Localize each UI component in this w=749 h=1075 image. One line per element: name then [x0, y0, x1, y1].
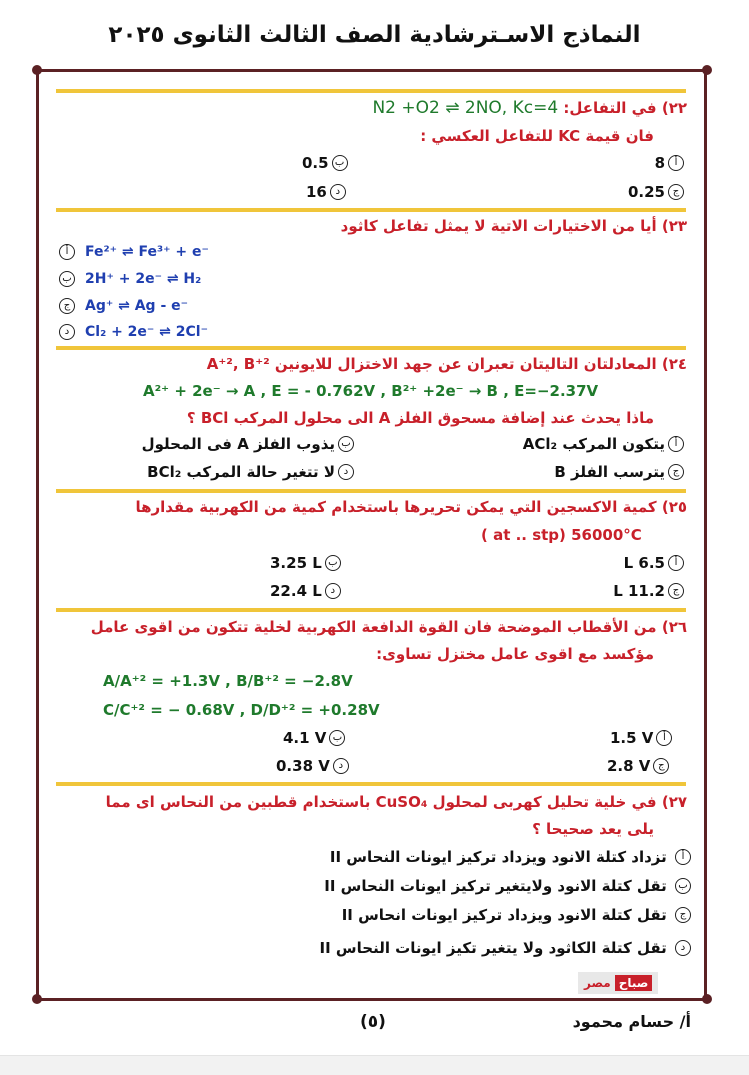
- question-24-line3: ماذا يحدث عند إضافة مسحوق الفلز A الى محلول المركب BCl ؟: [186, 409, 654, 427]
- section-separator: [56, 782, 686, 786]
- option-marker: د: [59, 324, 75, 340]
- option-b[interactable]: 3.25 L ب: [270, 554, 344, 572]
- question-22-line2: فان قيمة KC للتفاعل العكسي :: [420, 127, 654, 145]
- option-c[interactable]: ج يترسب الفلز B: [554, 463, 687, 481]
- frame-corner-dot: [32, 65, 42, 75]
- option-b[interactable]: 0.5 ب: [302, 154, 351, 172]
- question-text: من الأقطاب الموضحة فان القوة الدافعة الكهربية لخلية تتكون من اقوى عامل: [90, 618, 657, 636]
- question-26-line2: مؤكسد مع اقوى عامل مختزل تساوى:: [376, 645, 654, 663]
- option-b[interactable]: ب 2H⁺ + 2e⁻ ⇌ H₂: [56, 271, 201, 287]
- question-text: في خلية تحليل كهربى لمحلول CuSO₄ باستخدام قطبين من النحاس اى مما: [105, 793, 657, 811]
- frame-corner-dot: [702, 65, 712, 75]
- option-a[interactable]: أ يتكون المركب ACl₂: [523, 435, 687, 453]
- option-a[interactable]: أ 6.5 L: [624, 554, 687, 572]
- option-marker: ب: [325, 555, 341, 571]
- option-d[interactable]: 16 د: [306, 183, 349, 201]
- bottom-strip: [0, 1055, 749, 1075]
- option-c[interactable]: ج 11.2 L: [613, 582, 687, 600]
- option-d[interactable]: د لا تتغير حالة المركب BCl₂: [147, 463, 357, 481]
- option-marker: ج: [59, 298, 75, 314]
- question-number: ٢٤): [661, 355, 687, 373]
- question-number: ٢٢): [661, 99, 687, 117]
- option-marker: ب: [59, 271, 75, 287]
- option-c[interactable]: ج 0.25: [628, 183, 687, 201]
- option-marker: ج: [668, 583, 684, 599]
- option-marker: ب: [675, 878, 691, 894]
- question-text: أيا من الاختيارات الاتية لا يمثل تفاعل كاثود: [340, 217, 657, 235]
- option-marker: ب: [338, 436, 354, 452]
- question-24: [207, 355, 687, 373]
- option-marker: د: [330, 184, 346, 200]
- option-marker: أ: [668, 155, 684, 171]
- option-marker: د: [338, 464, 354, 480]
- section-separator: [56, 89, 686, 93]
- question-text: كمية الاكسجين التي يمكن تحريرها باستخدام كمية من الكهربية مقدارها: [135, 498, 657, 516]
- page-title: النماذج الاسـترشادية الصف الثالث الثانوى ٢٠٢٥: [108, 22, 641, 48]
- question-25: [135, 498, 687, 516]
- option-marker: د: [675, 940, 691, 956]
- option-marker: ج: [653, 758, 669, 774]
- question-25-line2: ( at .. stp) 56000°C: [481, 526, 642, 544]
- option-marker: د: [333, 758, 349, 774]
- option-marker: أ: [668, 436, 684, 452]
- watermark-logo: صباح مصر: [578, 972, 658, 994]
- option-a[interactable]: أ Fe²⁺ ⇌ Fe³⁺ + e⁻: [56, 244, 209, 260]
- option-c[interactable]: ج تقل كتلة الانود ويزداد تركيز ايونات انحاس II: [342, 906, 694, 924]
- option-marker: ج: [668, 184, 684, 200]
- question-text: في التفاعل:: [563, 99, 657, 117]
- option-marker: د: [325, 583, 341, 599]
- option-marker: ج: [675, 907, 691, 923]
- section-separator: [56, 346, 686, 350]
- option-b[interactable]: 4.1 V ب: [283, 729, 348, 747]
- option-marker: ب: [329, 730, 345, 746]
- option-marker: ج: [668, 464, 684, 480]
- question-26: [91, 618, 687, 636]
- option-b[interactable]: ب يذوب الفلز A فى المحلول: [142, 435, 357, 453]
- option-b[interactable]: ب تقل كتلة الانود ولايتغير تركيز ايونات النحاس II: [324, 877, 694, 895]
- option-c[interactable]: 2.8 V ج: [607, 757, 672, 775]
- option-a[interactable]: أ تزداد كتلة الانود ويزداد تركيز ايونات النحاس II: [330, 848, 694, 866]
- option-d[interactable]: د تقل كتلة الكاثود ولا يتغير تكيز ايونات النحاس II: [320, 939, 694, 957]
- option-a[interactable]: أ 8: [655, 154, 687, 172]
- question-number: ٢٦): [661, 618, 687, 636]
- question-26-equation-1: A/A⁺² = +1.3V , B/B⁺² = −2.8V: [103, 672, 353, 690]
- option-a[interactable]: 1.5 V أ: [610, 729, 675, 747]
- question-26-equation-2: C/C⁺² = − 0.68V , D/D⁺² = +0.28V: [103, 701, 380, 719]
- page-number: (٥): [360, 1012, 386, 1032]
- section-separator: [56, 208, 686, 212]
- option-d[interactable]: 22.4 L د: [270, 582, 344, 600]
- question-24-equation: A²⁺ + 2e⁻ → A , E = - 0.762V , B²⁺ +2e⁻ → B , E=−2.37V: [143, 382, 599, 400]
- option-marker: ب: [332, 155, 348, 171]
- question-23: [341, 217, 687, 235]
- question-22: [372, 98, 687, 118]
- section-separator: [56, 489, 686, 493]
- option-marker: أ: [656, 730, 672, 746]
- frame-bottom-border: [36, 998, 710, 1001]
- section-separator: [56, 608, 686, 612]
- option-marker: أ: [59, 244, 75, 260]
- question-number: ٢٥): [661, 498, 687, 516]
- question-27: [106, 793, 687, 811]
- option-marker: أ: [675, 849, 691, 865]
- question-equation: N2 +O2 ⇌ 2NO, Kc=4: [372, 98, 559, 118]
- question-27-line2: يلى يعد صحيحا ؟: [532, 820, 654, 838]
- option-marker: أ: [668, 555, 684, 571]
- option-d[interactable]: 0.38 V د: [276, 757, 352, 775]
- frame-corner-dot: [702, 994, 712, 1004]
- question-text: المعادلتان التاليتان تعبران عن جهد الاختزال للايونين A⁺², B⁺²: [206, 355, 657, 373]
- frame-corner-dot: [32, 994, 42, 1004]
- question-number: ٢٣): [661, 217, 687, 235]
- author-name: أ/ حسام محمود: [572, 1012, 691, 1031]
- option-c[interactable]: ج Ag⁺ ⇌ Ag - e⁻: [56, 298, 188, 314]
- question-number: ٢٧): [661, 793, 687, 811]
- option-d[interactable]: د Cl₂ + 2e⁻ ⇌ 2Cl⁻: [56, 324, 208, 340]
